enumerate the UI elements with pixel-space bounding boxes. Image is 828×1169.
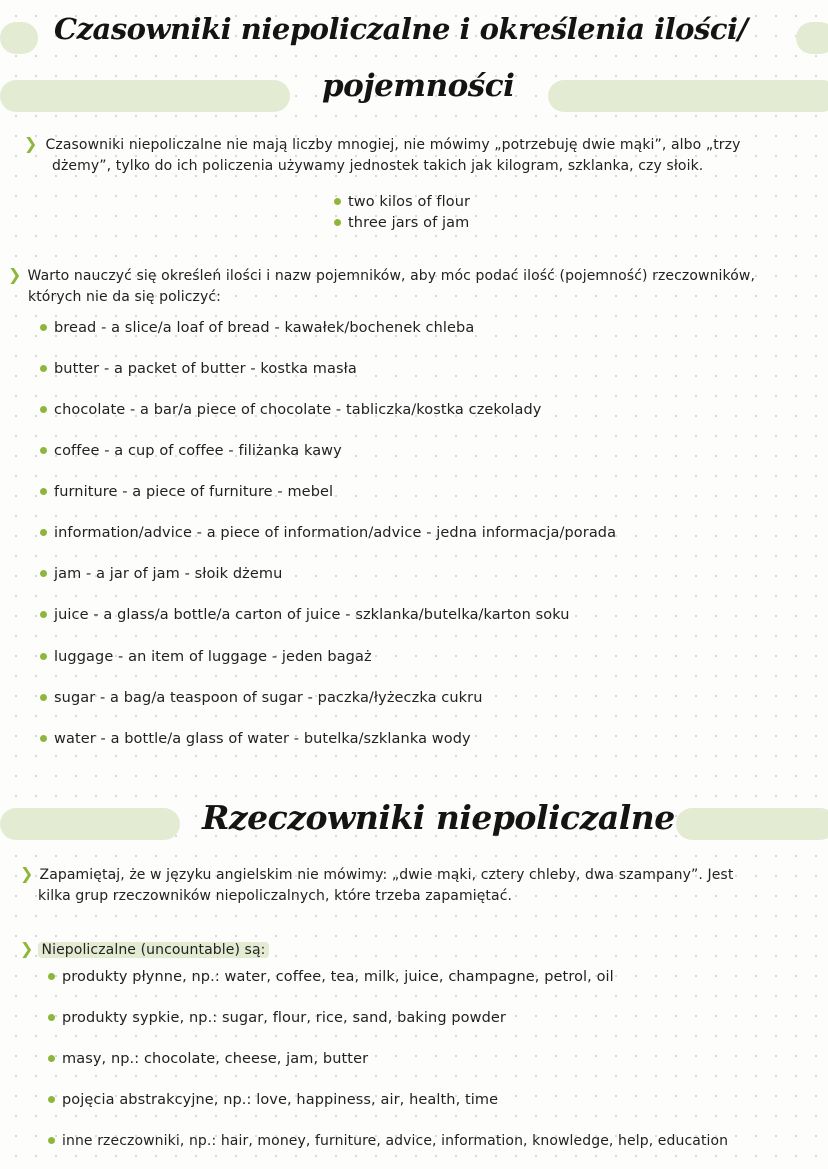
bullet-dot-icon: [48, 973, 55, 980]
section-title: Rzeczowniki niepoliczalne: [202, 798, 675, 837]
section2-band-right: [676, 808, 828, 840]
remember-line-2: kilka grup rzeczowników niepoliczalnych, które trzeba zapamiętać.: [38, 888, 513, 904]
remember-line-1: Zapamiętaj, że w języku angielskim nie mówimy: „dwie mąki, cztery chleby, dwa szampany”. Jest: [39, 867, 734, 883]
list-item: inne rzeczowniki, np.: hair, money, furniture, advice, information, knowledge, help, education: [48, 1133, 728, 1149]
list-item: pojęcia abstrakcyjne, np.: love, happiness, air, health, time: [48, 1092, 498, 1108]
title-band-right-2: [548, 80, 828, 112]
learn-line-2: których nie da się policzyć:: [28, 289, 221, 305]
intro-line-2: dżemy”, tylko do ich policzenia używamy jednostek takich jak kilogram, szklanka, czy słoik.: [52, 158, 704, 174]
chevron-right-icon: ❯: [8, 265, 22, 284]
bullet-dot-icon: [40, 447, 47, 454]
intro-paragraph: [24, 133, 814, 177]
bullet-dot-icon: [334, 219, 341, 226]
bullet-dot-icon: [48, 1014, 55, 1021]
uncountable-heading: [20, 938, 269, 961]
bullet-dot-icon: [40, 529, 47, 536]
list-item: bread - a slice/a loaf of bread - kawałek/bochenek chleba: [40, 320, 474, 336]
remember-paragraph: [20, 863, 815, 907]
page-title: Czasowniki niepoliczalne i określenia ilości/: [54, 12, 748, 46]
title-band-right: [796, 22, 828, 54]
intro-line-1: Czasowniki niepoliczalne nie mają liczby mnogiej, nie mówimy „potrzebuję dwie mąki”, albo „trzy: [45, 137, 741, 153]
bullet-dot-icon: [40, 694, 47, 701]
list-item: water - a bottle/a glass of water - butelka/szklanka wody: [40, 731, 471, 747]
title-band-left-2: [0, 80, 290, 112]
list-item: sugar - a bag/a teaspoon of sugar - paczka/łyżeczka cukru: [40, 690, 483, 706]
list-item: produkty płynne, np.: water, coffee, tea, milk, juice, champagne, petrol, oil: [48, 969, 614, 985]
example-item: two kilos of flour: [334, 194, 470, 210]
chevron-right-icon: ❯: [20, 939, 34, 958]
page-title-continued: pojemności: [322, 68, 515, 104]
list-item: jam - a jar of jam - słoik dżemu: [40, 566, 282, 582]
list-item: butter - a packet of butter - kostka masła: [40, 361, 357, 377]
list-item: coffee - a cup of coffee - filiżanka kawy: [40, 443, 342, 459]
bullet-dot-icon: [40, 611, 47, 618]
bullet-dot-icon: [40, 324, 47, 331]
learn-paragraph: [8, 264, 818, 308]
uncountable-heading-text: Niepoliczalne (uncountable) są:: [38, 942, 270, 958]
example-item: three jars of jam: [334, 215, 469, 231]
list-item: information/advice - a piece of information/advice - jedna informacja/porada: [40, 525, 616, 541]
list-item: masy, np.: chocolate, cheese, jam, butter: [48, 1051, 368, 1067]
list-item: luggage - an item of luggage - jeden bagaż: [40, 649, 372, 665]
chevron-right-icon: ❯: [20, 864, 34, 883]
bullet-dot-icon: [48, 1096, 55, 1103]
bullet-dot-icon: [40, 488, 47, 495]
bullet-dot-icon: [48, 1137, 55, 1144]
learn-line-1: Warto nauczyć się określeń ilości i nazw pojemników, aby móc podać ilość (pojemność) rzeczowników,: [27, 268, 756, 284]
bullet-dot-icon: [40, 406, 47, 413]
bullet-dot-icon: [40, 653, 47, 660]
chevron-right-icon: ❯: [24, 134, 38, 153]
bullet-dot-icon: [40, 365, 47, 372]
section2-band-left: [0, 808, 180, 840]
list-item: furniture - a piece of furniture - mebel: [40, 484, 333, 500]
bullet-dot-icon: [40, 570, 47, 577]
list-item: produkty sypkie, np.: sugar, flour, rice, sand, baking powder: [48, 1010, 506, 1026]
bullet-dot-icon: [48, 1055, 55, 1062]
bullet-dot-icon: [40, 735, 47, 742]
title-band-left: [0, 22, 38, 54]
bullet-dot-icon: [334, 198, 341, 205]
list-item: chocolate - a bar/a piece of chocolate - tabliczka/kostka czekolady: [40, 402, 541, 418]
list-item: juice - a glass/a bottle/a carton of juice - szklanka/butelka/karton soku: [40, 607, 570, 623]
